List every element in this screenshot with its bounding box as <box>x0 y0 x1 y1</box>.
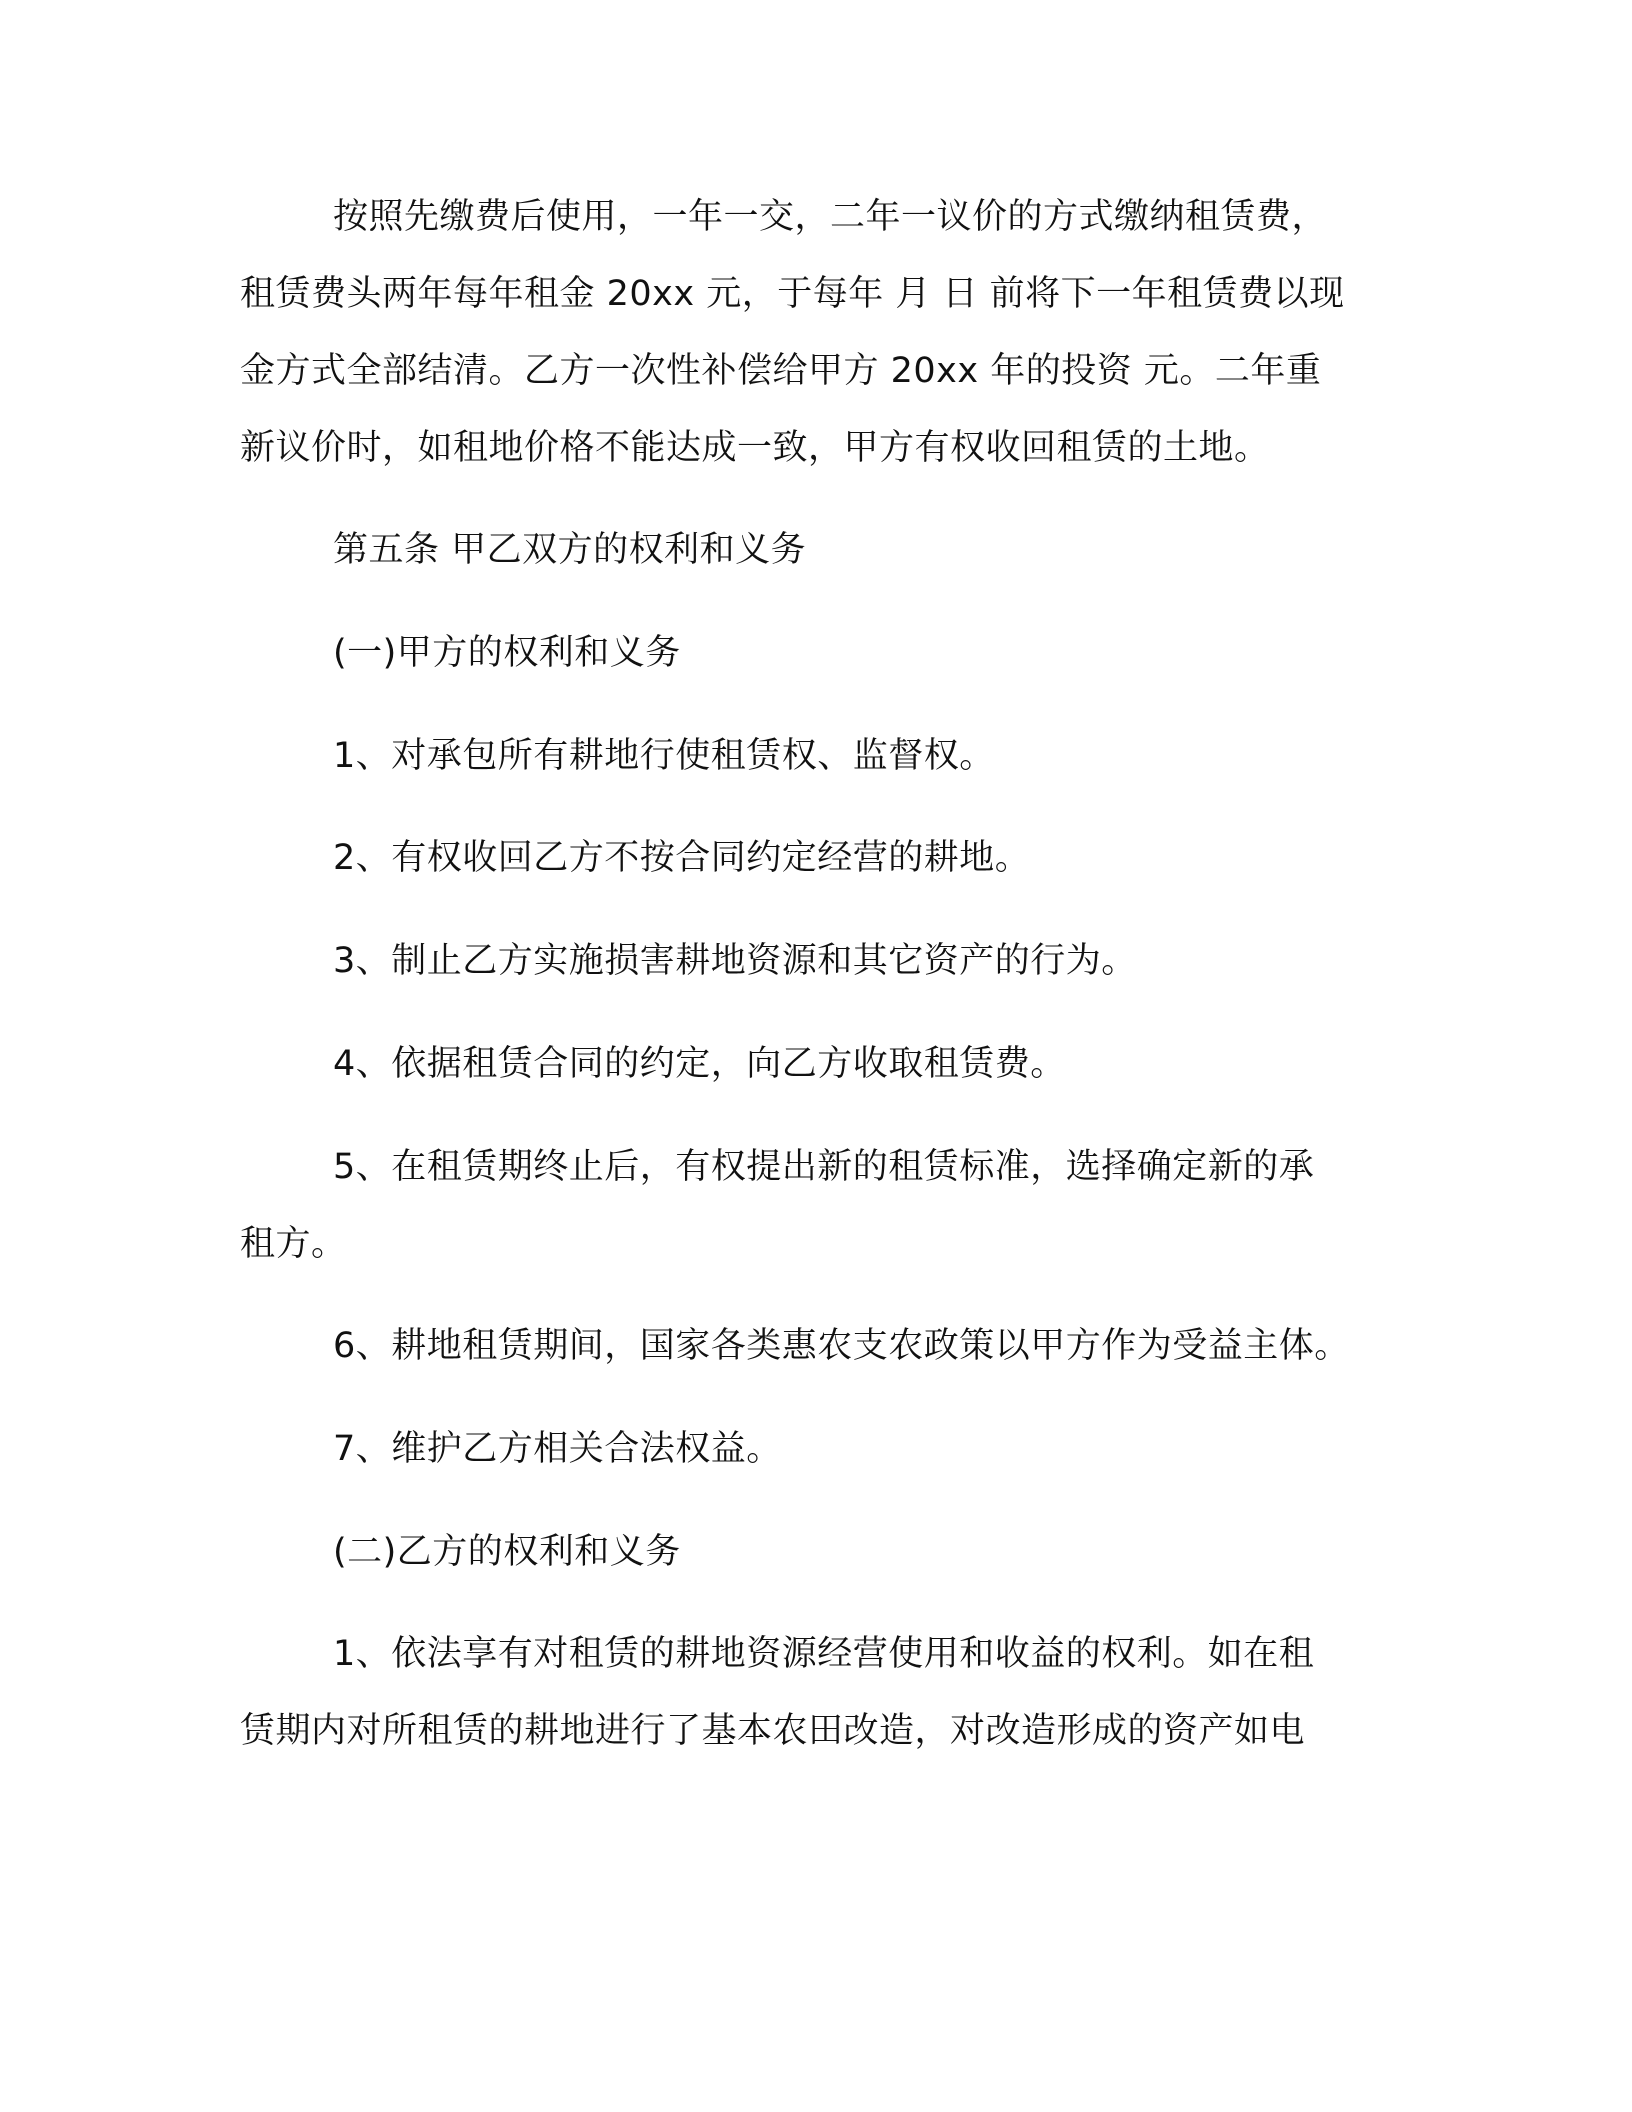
paragraph-line: 按照先缴费后使用，一年一交，二年一议价的方式缴纳租赁费， <box>333 197 1328 237</box>
subsection-heading: (二)乙方的权利和义务 <box>333 1532 681 1572</box>
list-item: 7、维护乙方相关合法权益。 <box>333 1429 782 1469</box>
paragraph-line: 新议价时，如租地价格不能达成一致，甲方有权收回租赁的土地。 <box>240 428 1270 468</box>
list-item: 4、依据租赁合同的约定，向乙方收取租赁费。 <box>333 1044 1066 1084</box>
paragraph-line: 租赁费头两年每年租金 20xx 元，于每年 月 日 前将下一年租赁费以现 <box>240 274 1345 314</box>
list-item: 6、耕地租赁期间，国家各类惠农支农政策以甲方作为受益主体。 <box>333 1326 1350 1366</box>
list-item: 5、在租赁期终止后，有权提出新的租赁标准，选择确定新的承 <box>333 1147 1315 1187</box>
list-item-continuation: 赁期内对所租赁的耕地进行了基本农田改造，对改造形成的资产如电 <box>240 1711 1306 1751</box>
subsection-heading: (一)甲方的权利和义务 <box>333 633 681 673</box>
list-item: 1、依法享有对租赁的耕地资源经营使用和收益的权利。如在租 <box>333 1634 1315 1674</box>
list-item: 3、制止乙方实施损害耕地资源和其它资产的行为。 <box>333 941 1137 981</box>
list-item: 2、有权收回乙方不按合同约定经营的耕地。 <box>333 838 1031 878</box>
section-heading: 第五条 甲乙双方的权利和义务 <box>333 530 807 570</box>
paragraph-line: 金方式全部结清。乙方一次性补偿给甲方 20xx 年的投资 元。二年重 <box>240 351 1322 391</box>
list-item: 1、对承包所有耕地行使租赁权、监督权。 <box>333 736 995 776</box>
list-item-continuation: 租方。 <box>240 1224 347 1264</box>
